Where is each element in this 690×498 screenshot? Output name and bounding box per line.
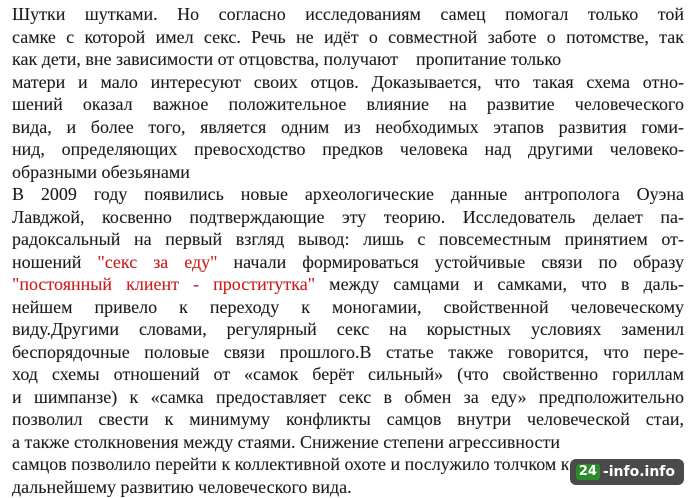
text-line-10: Лавджой, косвенно подтверждающие эту теорию. Исследователь делает па- [12, 206, 684, 229]
text-line-8: образными обезьянами [12, 161, 684, 184]
text-line-11: радоксальный на первый взгляд вывод: лишь с повсеместным принятием от- [12, 228, 684, 251]
text-line-9: В 2009 году появились новые археологические данные антрополога Оуэна [12, 183, 684, 206]
text-line-17: ход схемы отношений от «самок берёт сильный» (что свойственно гориллам [12, 363, 684, 386]
article-text [12, 3, 684, 498]
text-line-12-start: ношений [12, 252, 97, 272]
text-line-18: и шимпанзе) к «самка предоставляет секс в обмен за еду» предположительно [12, 386, 684, 409]
text-line-19: позволил свести к минимуму конфликты самцов внутри человеческой стаи, [12, 408, 684, 431]
text-line-2: самке с которой имел секс. Речь не идёт о совместной заботе о потомстве, так [12, 26, 684, 49]
text-line-6: вида, и более того, является одним из необходимых этапов развития гоми- [12, 116, 684, 139]
text-line-1: Шутки шутками. Но согласно исследованиям самец помогал только той [12, 3, 684, 26]
text-line-13-end: между самцами и самками, что в даль- [315, 274, 684, 294]
highlight-client-prostitute: "постоянный клиент - проститутка" [12, 274, 315, 294]
text-line-4: матери и мало интересуют своих отцов. Доказывается, что такая схема отно- [12, 71, 684, 94]
text-line-22: дальнейшему развитию человеческого вида. [12, 476, 684, 498]
text-line-3: как дети, вне зависимости от отцовства, получают пропитание только [12, 48, 684, 71]
text-line-13 [12, 273, 684, 296]
text-line-16: беспорядочные половые связи прошлого.В статье также говорится, что пере- [12, 341, 684, 364]
site-watermark [570, 459, 684, 485]
text-line-5: шений оказал важное положительное влияние на развитие человеческого [12, 93, 684, 116]
text-line-14: нейшем привело к переходу к моногамии, свойственной человеческому [12, 296, 684, 319]
watermark-badge: 24 [576, 464, 600, 480]
text-line-21: самцов позволило перейти к коллективной охоте и послужило толчком к [12, 453, 684, 476]
text-line-12-end: начали формироваться устойчивые связи по образу [218, 252, 684, 272]
text-line-7: нид, определяющих превосходство предков человека над другими человеко- [12, 138, 684, 161]
text-line-15: виду.Другими словами, регулярный секс на корыстных условиях заменил [12, 318, 684, 341]
text-line-12 [12, 251, 684, 274]
watermark-text: -info.info [603, 464, 675, 480]
text-line-20: а также столкновения между стаями. Снижение степени агрессивности [12, 431, 684, 454]
highlight-sex-for-food: "секс за еду" [97, 252, 217, 272]
